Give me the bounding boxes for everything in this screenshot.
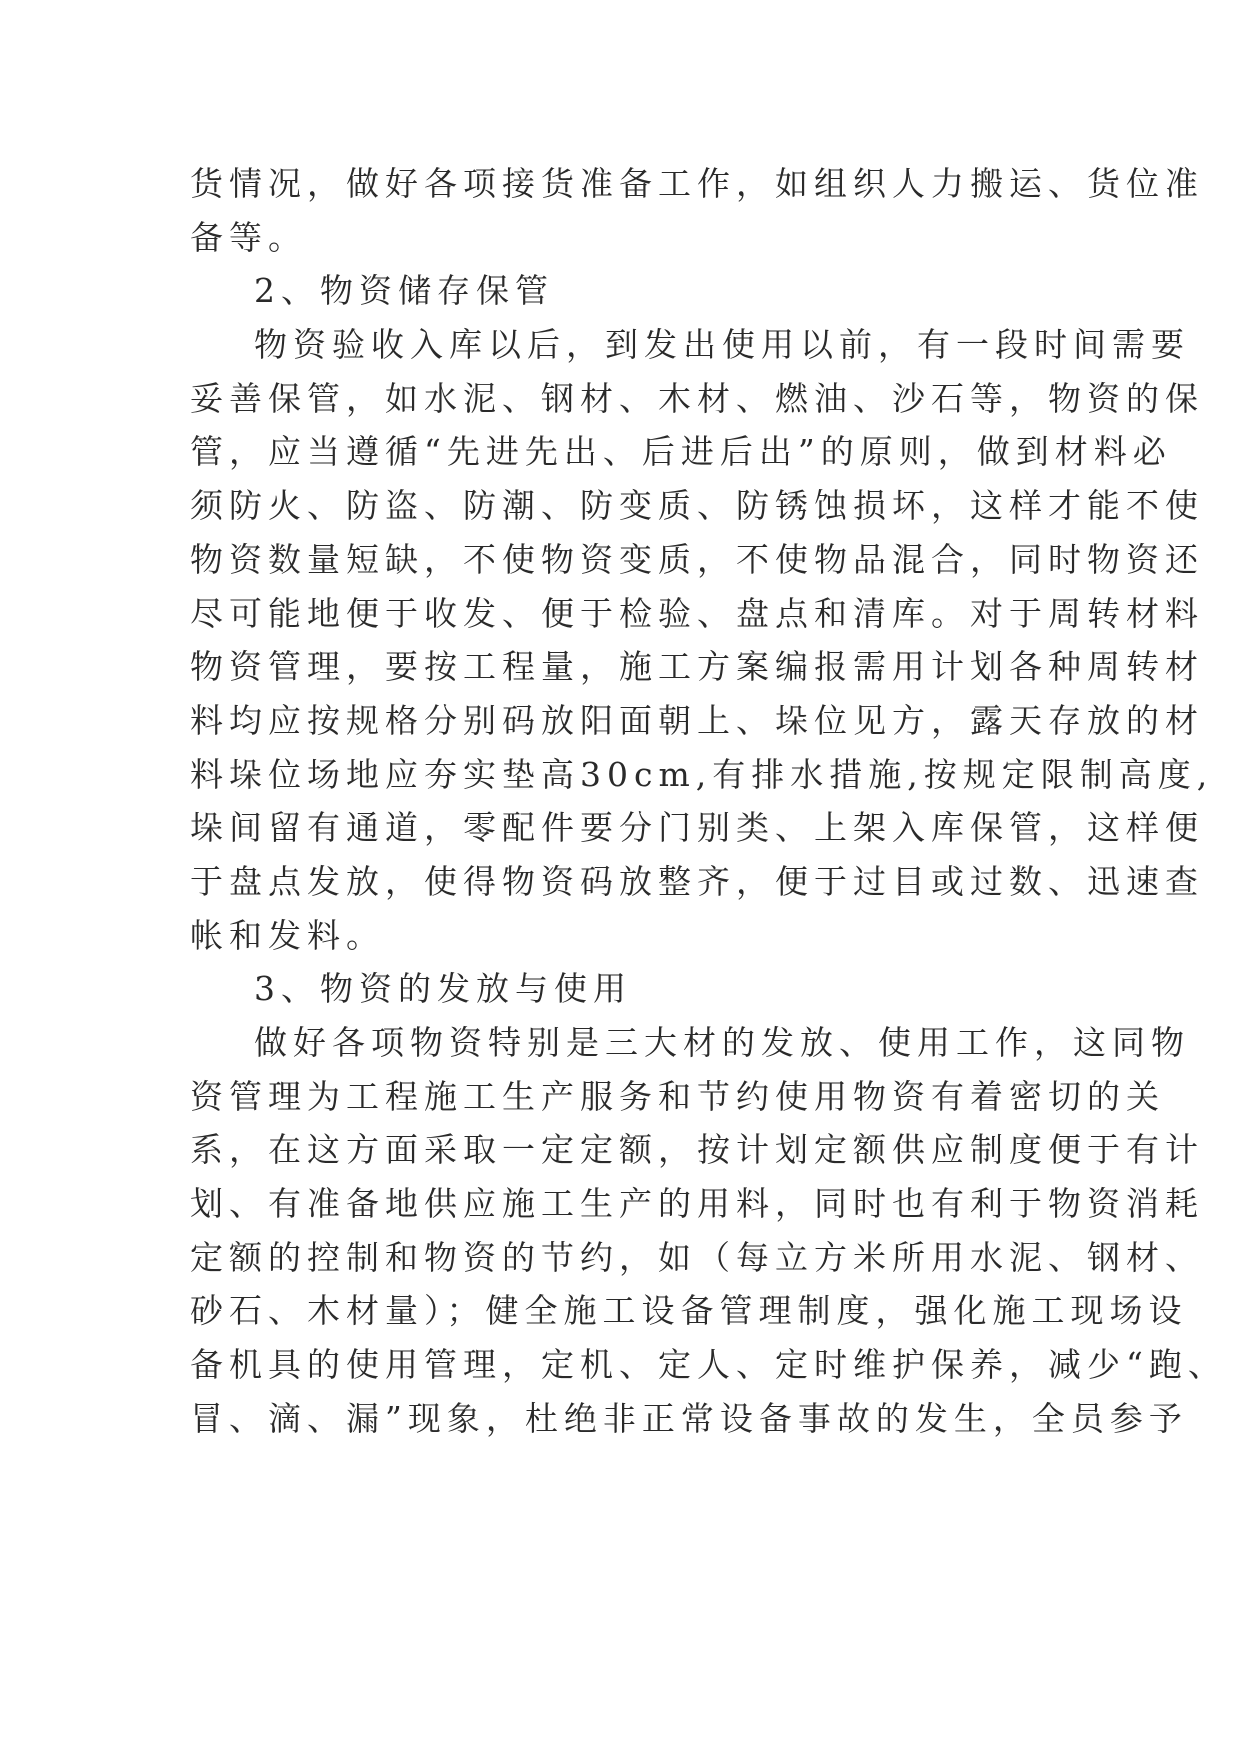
text-line: 妥善保管，如水泥、钢材、木材、燃油、沙石等，物资的保: [190, 378, 1204, 418]
text-line: 于盘点发放，使得物资码放整齐，便于过目或过数、迅速查: [190, 861, 1204, 901]
paragraph-first-line: 做好各项物资特别是三大材的发放、使用工作，这同物: [254, 1023, 1190, 1062]
text-line: 备等。: [190, 217, 307, 257]
text-line: 系，在这方面采取一定定额，按计划定额供应制度便于有计: [190, 1130, 1204, 1170]
text-line: 划、有准备地供应施工生产的用料，同时也有利于物资消耗: [190, 1184, 1204, 1224]
text-line: 物资数量短缺，不使物资变质，不使物品混合，同时物资还: [190, 539, 1204, 579]
text-line: 帐和发料。: [190, 915, 385, 955]
text-line: 冒、滴、漏”现象，杜绝非正常设备事故的发生，全员参予: [190, 1398, 1188, 1438]
text-line: 备机具的使用管理，定机、定人、定时维护保养，减少“跑、: [190, 1345, 1227, 1385]
text-line: 货情况，做好各项接货准备工作，如组织人力搬运、货位准: [190, 164, 1204, 203]
text-line: 料垛位场地应夯实垫高30cm,有排水措施,按规定限制高度,: [190, 754, 1214, 794]
section-heading: 2、物资储存保管: [254, 271, 554, 311]
text-line: 管，应当遵循“先进先出、后进后出”的原则，做到材料必: [190, 432, 1172, 472]
text-line: 须防火、防盗、防潮、防变质、防锈蚀损坏，这样才能不使: [190, 486, 1204, 526]
body-text: [190, 157, 1227, 1446]
text-line: 物资管理，要按工程量，施工方案编报需用计划各种周转材: [190, 647, 1204, 687]
text-line: 料均应按规格分别码放阳面朝上、垛位见方，露天存放的材: [190, 700, 1204, 740]
text-line: 定额的控制和物资的节约，如（每立方米所用水泥、钢材、: [190, 1237, 1204, 1277]
text-line: 尽可能地便于收发、便于检验、盘点和清库。对于周转材料: [190, 593, 1204, 633]
text-line: 垛间留有通道，零配件要分门别类、上架入库保管，这样便: [190, 808, 1204, 848]
section-heading: 3、物资的发放与使用: [254, 969, 632, 1009]
text-line: 砂石、木材量）；健全施工设备管理制度，强化施工现场设: [190, 1291, 1188, 1331]
text-line: 资管理为工程施工生产服务和节约使用物资有着密切的关: [190, 1076, 1165, 1116]
paragraph-first-line: 物资验收入库以后，到发出使用以前，有一段时间需要: [254, 325, 1190, 365]
